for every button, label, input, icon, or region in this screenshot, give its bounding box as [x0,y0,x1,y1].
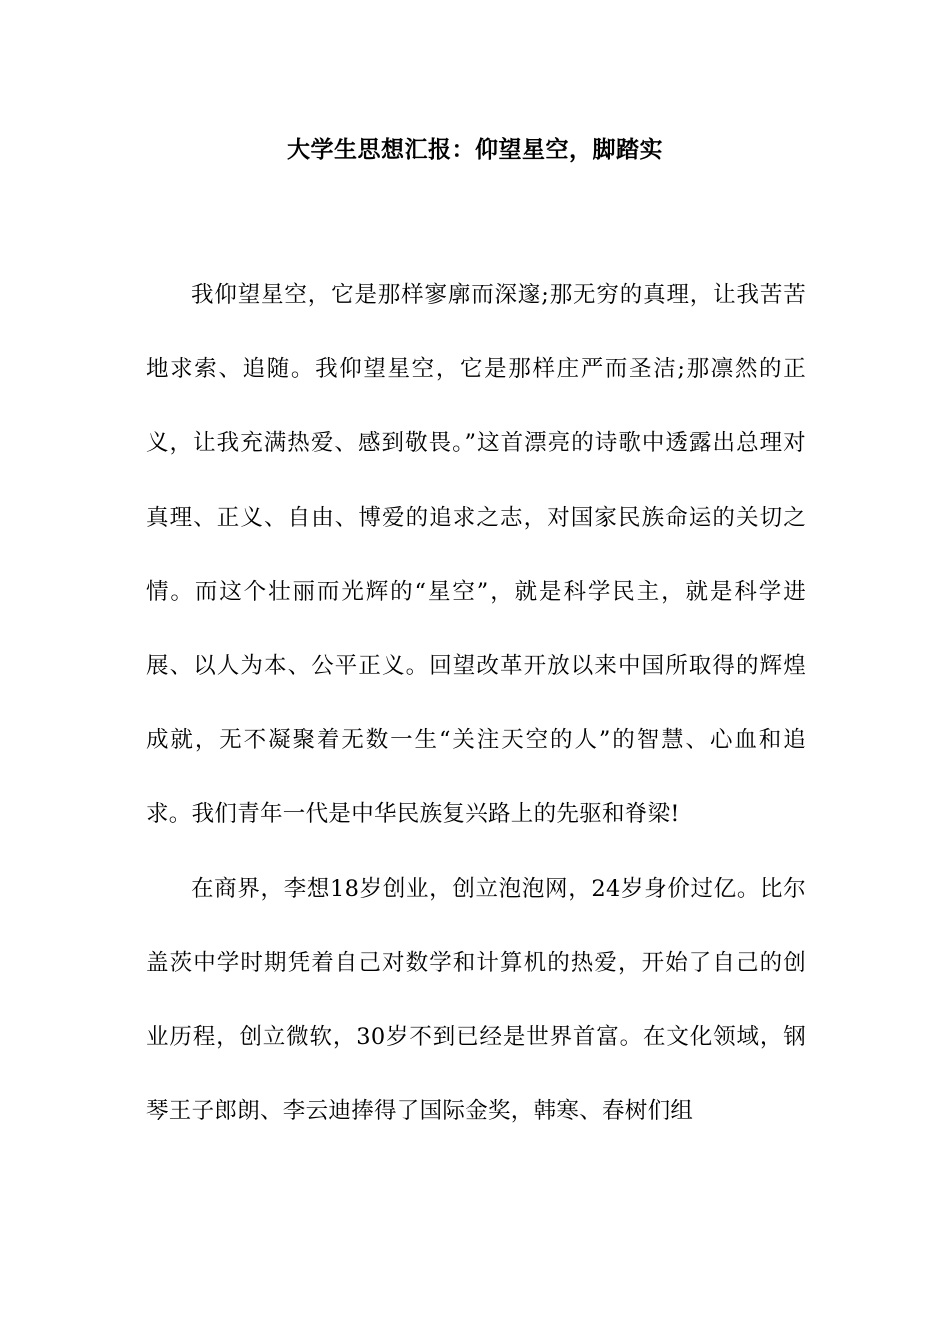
paragraph-2: 在商界，李想18岁创业，创立泡泡网，24岁身价过亿。比尔 盖茨中学时期凭着自己对数学和计算机的热爱，开始了自己的创业历程，创立微软，30岁不到已经是世界首富。在文化领域，钢琴王子郎朗、李云迪捧得了国际金奖，韩寒、春树们组 [146,875,806,1125]
document-title: 大学生思想汇报：仰望星空，脚踏实 [287,137,663,163]
paragraph-1: 我仰望星空，它是那样寥廓而深邃;那无穷的真理，让我苦苦地求索、追随。我仰望星空，它是那样庄严而圣洁;那凛然的正义，让我充满热爱、感到敬畏。”这首漂亮的诗歌中透露出总理对真理、正义、自由、博爱的追求之志，对国家民族命运的关切之情。而这个壮丽而光辉的“星空”，就是科学民主，就是科学进展、以人为本、公平正义。回望改革开放以来中国所取得的辉煌成就，无不凝聚着无数一生“关注天空的人”的智慧、心血和追求。我们青年一代是中华民族复兴路上的先驱和脊梁! [146,282,806,828]
document-body [146,258,806,1148]
